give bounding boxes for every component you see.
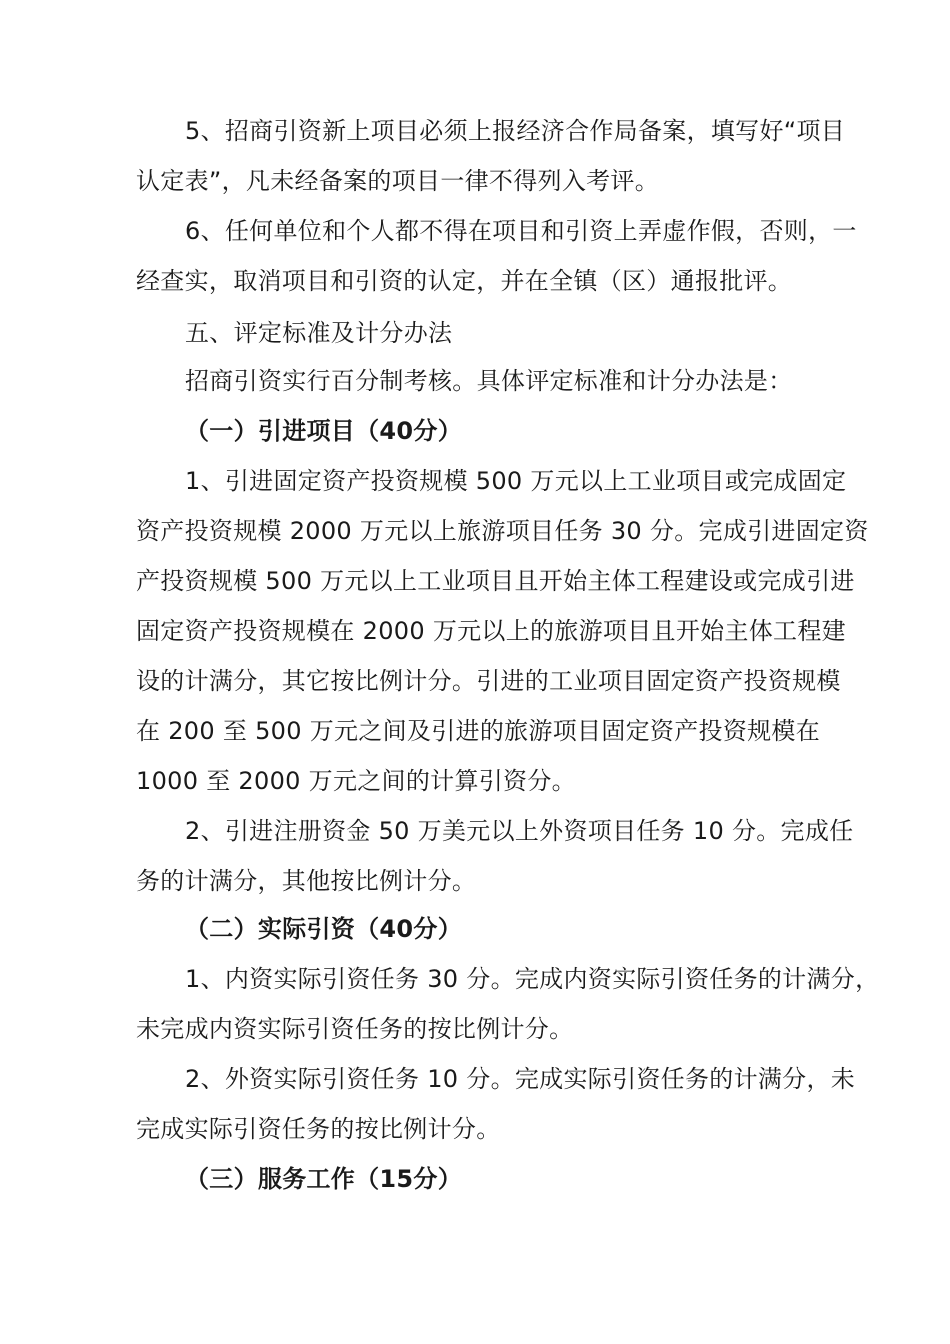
item-5-line-2: 认定表”，凡未经备案的项目一律不得列入考评。 bbox=[136, 167, 660, 195]
item-6-line-1: 6、任何单位和个人都不得在项目和引资上弄虚作假，否则，一 bbox=[185, 217, 857, 245]
item-6-line-2: 经查实，取消项目和引资的认定，并在全镇（区）通报批评。 bbox=[136, 267, 793, 295]
section-heading-5: 五、评定标准及计分办法 bbox=[185, 319, 453, 347]
item-2-1-line-1: 1、内资实际引资任务 30 分。完成内资实际引资任务的计满分， bbox=[185, 965, 880, 993]
item-1-1-line-3: 产投资规模 500 万元以上工业项目且开始主体工程建设或完成引进 bbox=[136, 567, 855, 595]
item-1-1-line-7: 1000 至 2000 万元之间的计算引资分。 bbox=[136, 767, 576, 795]
subheading-3: （三）服务工作（15分） bbox=[185, 1165, 462, 1193]
item-1-2-line-2: 务的计满分，其他按比例计分。 bbox=[136, 867, 477, 895]
item-1-1-line-5: 设的计满分，其它按比例计分。引进的工业项目固定资产投资规模 bbox=[136, 667, 841, 695]
item-1-1-line-1: 1、引进固定资产投资规模 500 万元以上工业项目或完成固定 bbox=[185, 467, 847, 495]
item-2-2-line-2: 完成实际引资任务的按比例计分。 bbox=[136, 1115, 501, 1143]
subheading-2: （二）实际引资（40分） bbox=[185, 915, 462, 943]
item-1-2-line-1: 2、引进注册资金 50 万美元以上外资项目任务 10 分。完成任 bbox=[185, 817, 854, 845]
item-5-line-1: 5、招商引资新上项目必须上报经济合作局备案，填写好“项目 bbox=[185, 117, 846, 145]
item-2-1-line-2: 未完成内资实际引资任务的按比例计分。 bbox=[136, 1015, 574, 1043]
subheading-1: （一）引进项目（40分） bbox=[185, 417, 462, 445]
item-2-2-line-1: 2、外资实际引资任务 10 分。完成实际引资任务的计满分，未 bbox=[185, 1065, 856, 1093]
intro-paragraph: 招商引资实行百分制考核。具体评定标准和计分办法是： bbox=[185, 367, 793, 395]
item-1-1-line-4: 固定资产投资规模在 2000 万元以上的旅游项目且开始主体工程建 bbox=[136, 617, 846, 645]
item-1-1-line-6: 在 200 至 500 万元之间及引进的旅游项目固定资产投资规模在 bbox=[136, 717, 821, 745]
item-1-1-line-2: 资产投资规模 2000 万元以上旅游项目任务 30 分。完成引进固定资 bbox=[136, 517, 869, 545]
